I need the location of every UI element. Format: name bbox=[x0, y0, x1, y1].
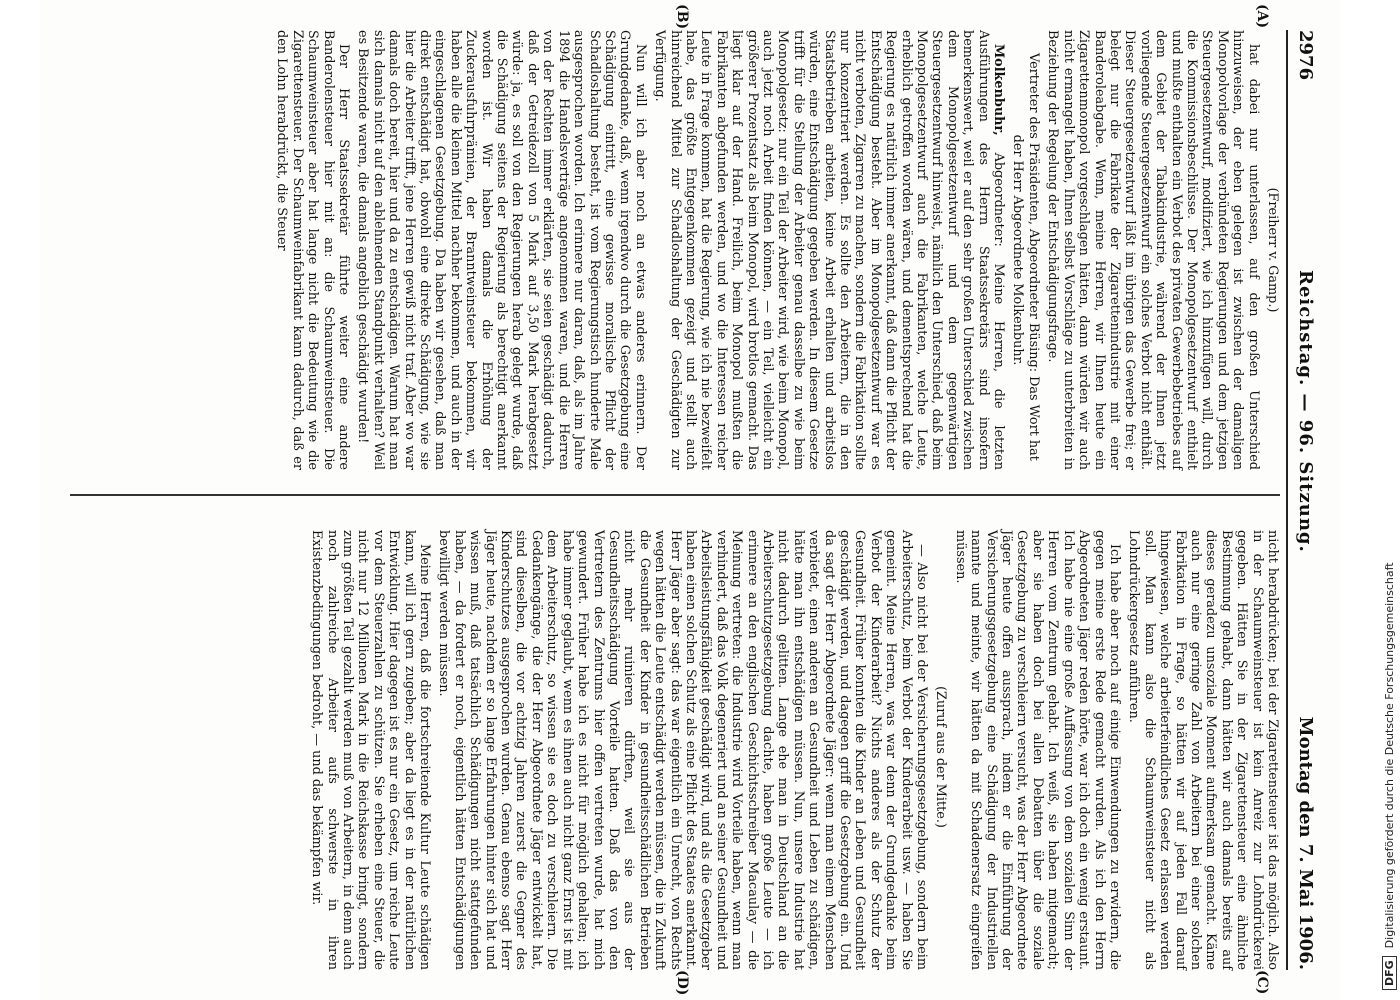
speaker-name: Molkenbuhr, bbox=[991, 44, 1007, 136]
paragraph: nicht herabdrücken; bei der Zigarettensteuer ist das möglich. Also in der Schaumweinsteuer ist kein Anreiz zur Lohndrückerei gegeben. Hätten Sie in der Zigarettensteuer eine ähnliche Bestimmung gehabt, dann hätten wir auch damals bereits auf dieses geradezu unsoziale Moment aufmerksam gemacht. Käme auch nur eine geringe Zahl von Arbeitern bei einer solchen Fabrikation in Frage, so hätten wir auf jeden Fall darauf hingewiesen, welche arbeiterfeindliches Gesetz erlassen werden soll. Man kann also die Schaumweinsteuer nicht als Lohndrückergesetz anführen. bbox=[1126, 530, 1280, 970]
page-date: Montag den 7. Mai 1906. bbox=[1295, 716, 1316, 970]
page-title: Reichstag. — 96. Sitzung. bbox=[1295, 270, 1316, 553]
document-page bbox=[40, 0, 1340, 1000]
margin-letter-d: (D) bbox=[674, 970, 690, 996]
presiding-remark: Vertreter des Präsidenten, Abgeordneter Büsing: Das Wort hat der Herr Abgeordnete Molkenbuhr. bbox=[1010, 53, 1041, 461]
left-column bbox=[70, 30, 1280, 470]
page-number: 2976 bbox=[1295, 30, 1316, 81]
interjection: (Zuruf aus der Mitte.) bbox=[933, 686, 949, 828]
funding-footer bbox=[1360, 10, 1396, 990]
paragraph: Nun will ich aber noch an etwas anderes erinnern. Der Grundgedanke, daß, wenn irgendwo durch die Gesetzgebung eine Schädigung eintritt, eine gewisse moralische Pflicht der Schadloshaltung besteht, ist vom Regierungstisch hunderte Male ausgesprochen worden. Ich erinnere nur daran, daß, als im Jahre 1894 die Handelsverträge angenommen waren, und die Herren von der Rechten immer erklärten, sie seien geschädigt dadurch, daß der Getreidezoll von 5 Mark auf 3,50 Mark herabgesetzt würde: ja, es soll von den Regierungen herab gelegt wurde, daß die Schädigung seitens der Regierung als berechtigt anerkannt worden ist. Wir haben damals die Erhöhung der Zuckerausfuhrprämien, der Branntweinsteuer bekommen, wir haben alle die kleinen Mittel nachher bekommen, und auch in der eingeschlagenen Gesetzgebung. Da haben wir gesehen, daß man direkt entschädigt hat, obwohl eine direkte Schädigung, wie sie hier die Arbeiter trifft, jene Herren gewiß nicht traf. Aber wo war damals doch bereit, hier und da zu entschädigen. Warum hat man sich damals nicht auf den ablehnenden Standpunkt verhalten? Weil es Besitzende waren, die damals angeblich geschädigt wurden! bbox=[355, 30, 648, 470]
margin-letter-b: (B) bbox=[674, 4, 690, 30]
paragraph: Der Herr Staatssekretär führte weiter eine andere Banderolensteuer hier mit an: die Schaumweinsteuer. Die Schaumweinsteuer aber hat lange nicht die Bedeutung wie die Zigarettensteuer. Der Schaumweinfabrikant kann dadurch, daß er den Lohn herabdrückt, die Steuer bbox=[274, 30, 352, 470]
margin-letter-c: (C) bbox=[1254, 970, 1270, 995]
header-rule bbox=[1286, 30, 1288, 970]
speaker-attribution: (Freiherr v. Gamp.) bbox=[1265, 187, 1280, 313]
paragraph: Ich habe aber noch auf einige Einwendungen zu erwidern, die gegen meine erste Rede gemacht wurden. Als ich den Herrn Abgeordneten Jäger reden hörte, war ich doch ein wenig erstaunt. Ich habe nie eine große Auffassung von dem sozialen Sinn der Herren vom Zentrum gehabt. Ich weiß, sie haben mitgemacht; aber sie haben doch bei allen Debatten über die soziale Gesetzgebung zu verschleiern versucht, was der Herr Abgeordnete Jäger heute offen aussprach, indem er die Einführung der Versicherungsgesetzgebung eine Schädigung der Industriellen nannte und meinte, wir hätten da mit Schadenersatz eingreifen müssen. bbox=[952, 530, 1122, 970]
paragraph-speaker bbox=[652, 30, 1006, 470]
dfg-logo: DFG bbox=[1382, 956, 1397, 990]
paragraph: hat dabei nur unterlassen, auf den großen Unterschied hinzuweisen, der eben gelegen ist zwischen der damaligen Monopolvorlage der verbündeten Regierungen und dem jetzigen Steuergesetzentwurf, modifiziert, wie ich hinzufügen will, durch die Kommissionsbeschlüsse. Der Monopolgesetzentwurf enthielt und mußte enthalten ein Verbot des privaten Gewerbebetriebes auf dem Gebiet der Tabakindustrie, während der Ihnen jetzt vorliegende Steuergesetzentwurf ein solches Verbot nicht enthält. Dieser Steuergesetzentwurf läßt im übrigen das Gewerbe frei; er belegt nur die Fabrikate der Zigarettenindustrie mit einer Banderoleabgabe. Wenn, meine Herren, wir Ihnen heute ein Zigarettenmonopol vorgeschlagen hätten, dann würden wir auch nicht ermangelt haben, Ihnen selbst Vorschläge zu unterbreiten in Beziehung der Regelung der Entschädigungsfrage. bbox=[1045, 30, 1261, 470]
paragraph: — Also nicht bei der Versicherungsgesetzgebung, sondern beim Arbeiterschutz, beim Verbot der Kinderarbeit usw. — haben Sie gemeint. Meine Herren, was war denn der Grundgedanke beim Verbot der Kinderarbeit? Nichts anderes als der Schutz der Gesundheit. Früher konnten die Kinder an Leben und Gesundheit geschädigt werden, und dagegen griff die Gesetzgebung ein. Und da sagt der Herr Abgeordnete Jäger: wenn man einem Menschen verbietet, einen anderen an Gesundheit und Leben zu schädigen, hätte man ihn entschädigen müssen. Nun, unsere Industrie hat nicht dadurch gelitten. Lange ehe man in Deutschland an die Arbeiterschutzgesetzgebung dachte, haben große Leute — ich erinnere an den englischen Geschichtsschreiber Macaulay — die Meinung vertreten: die Industrie wird Vorteile haben, wenn man verhindert, daß das Volk degeneriert und an seiner Gesundheit und Arbeitsleistungsfähigkeit geschädigt wird, und als die Gesetzgeber haben einen solchen Schutz als eine Pflicht des Staates anerkannt. Herr Jäger aber sagt: das war eigentlich ein Unrecht, von Rechts wegen hätten die Leute entschädigt werden müssen, die in Zukunft die Gesundheit der Kinder in gesundheitsschädlichen Betrieben nicht mehr ruinieren dürften, weil sie aus der Gesundheitsschädigung Vorteile hatten. Daß das von den Vertretern des Zentrums hier offen vertreten wurde, hat mich gewundert. Früher habe ich es nicht für möglich gehalten; ich habe immer geglaubt, wenn es ihnen auch nicht ganz Ernst ist mit dem Arbeiterschutz, so wissen sie es doch zu verschleiern. Die Gedankengänge, die der Herr Abgeordnete Jäger entwickelt hat, sind dieselben, die vor achtzig Jahren zuerst die Gegner des Kinderschutzes ausgesprochen wurden. Genau ebenso sagt Herr Jäger heute, nachdem er so lange Erfahrungen hinter sich hat und wissen muß, daß tatsächlich Schädigungen nicht stattgefunden haben, — da fordert er noch, eigentlich hätten Entschädigungen bewilligt werden müssen. bbox=[436, 530, 930, 970]
margin-letter-a: (A) bbox=[1254, 4, 1270, 29]
right-column bbox=[70, 530, 1280, 970]
column-divider bbox=[70, 494, 1280, 496]
funding-note: Digitalisierung gefördert durch die Deutsche Forschungsgemeinschaft bbox=[1383, 562, 1396, 949]
paragraph: Meine Herren, daß die fortschreitende Kultur Leute schädigen kann, will ich gern zugeben; aber da liegt es in der natürlichen Entwicklung. Hier dagegen ist es nur ein Gesetz, um reiche Leute vor dem Steuerzahlen zu schützen. Sie erheben eine Steuer, die nicht nur 12 Millionen Mark in die Reichskasse bringt, sondern zum größten Teil gezahlt werden muß von Arbeitern, in denn auch noch zahlreiche Arbeiter aufs schwerste in ihren Existenzbedingungen bedroht, — und das bekämpfen wir. bbox=[309, 530, 433, 970]
page-header bbox=[1290, 30, 1320, 970]
paragraph-text: Abgeordneter: Meine Herren, die letzten Ausführungen des Herrn Staatssekretärs sind insofern bemerkenswert, weil er auf den sehr großen Unterschied zwischen dem Monopolgesetzentwurf und dem gegenwärtigen Steuergesetzentwurf hinweist, nämlich den Unterschied, daß beim Monopolgesetzentwurf auch die Fabrikanten, welche Leute, erheblich getroffen worden wären, und dementsprechend hat die Regierung es natürlich immer anerkannt, daß dann die Pflicht der Entschädigung besteht. Aber im Monopolgesetzentwurf war es nicht verboten, Zigarren zu machen, sondern die Fabrikation sollte nur konzentriert werden. Es sollte den Arbeitern, die in den Staatsbetrieben arbeiten, keine Arbeit erhalten und arbeitslos würden, eine Entschädigung gegeben werden. In diesem Gesetze trifft für die Stellung der Arbeiter genau dasselbe zu wie beim Monopolgesetz: nur ein Teil der Arbeiter wird, wie beim Monopol, auch jetzt noch Arbeit finden können, — ein Teil, vielleicht ein größerer Prozentsatz als beim Monopol, wird brotlos gemacht. Das liegt klar auf der Hand. Freilich, beim Monopol mußten die Fabrikanten abgefunden werden, und wo die Interessen reicher Leute in Frage kommen, hat die Regierung, wie ich nie bezweifelt habe, das größte Entgegenkommen gezeigt und stellt auch hinreichend Mittel zur Schadloshaltung der Geschädigten zur Verfügung. bbox=[652, 30, 1007, 470]
